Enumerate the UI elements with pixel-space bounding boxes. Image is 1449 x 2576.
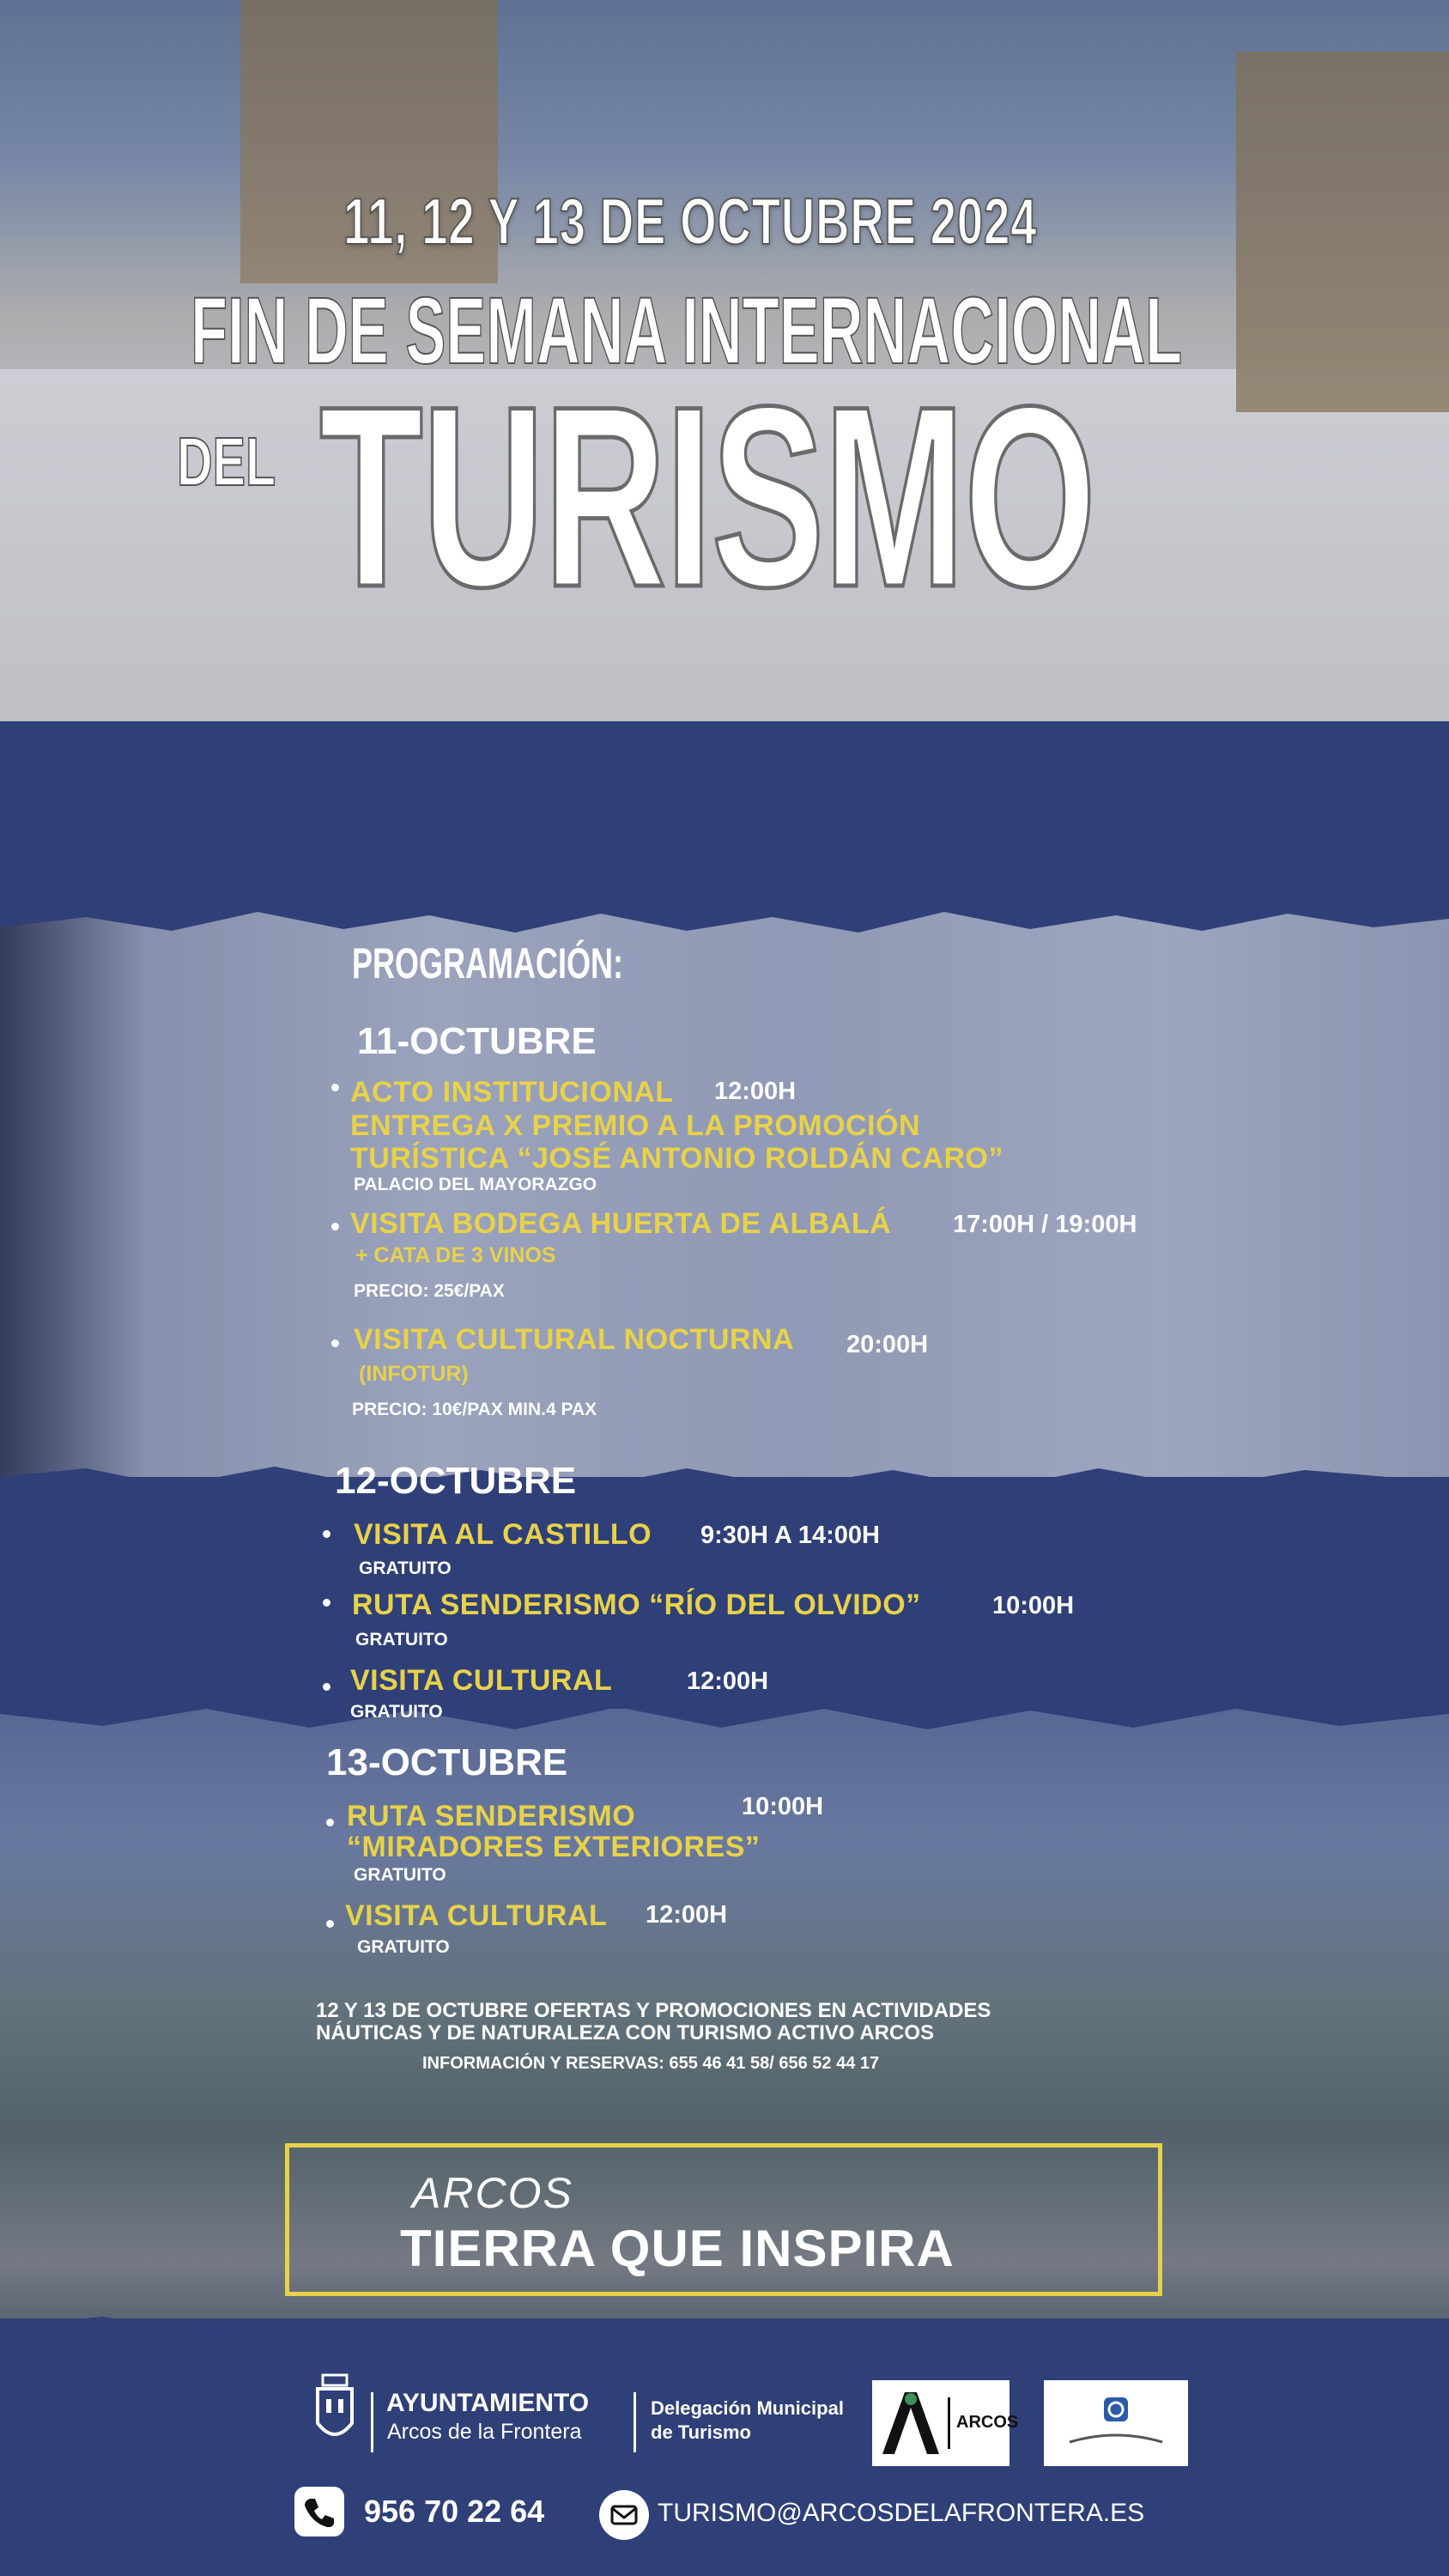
torn-edge-mid [0,1451,1449,1503]
olvido-note: GRATUITO [355,1630,448,1649]
slogan-tierra: TIERRA QUE INSPIRA [400,2220,955,2277]
bullet [323,1530,330,1538]
bullet [323,1599,330,1607]
ayuntamiento-sub: Arcos de la Frontera [387,2420,582,2444]
arcos-logo-text: ARCOS [956,2413,1019,2432]
separator [371,2392,373,2452]
ruta-olvido: RUTA SENDERISMO “RÍO DEL OLVIDO” [352,1589,921,1621]
title-turismo: TURISMO [319,352,1095,641]
arcos-logo [872,2380,1019,2466]
day2-label: 12-OCTUBRE [335,1460,577,1502]
bullet [331,1084,339,1091]
bullet [326,1920,334,1928]
offers-line-2: NÁUTICAS Y DE NATURALEZA CON TURISMO ACTIVO ARCOS [316,2021,935,2044]
nocturna-time: 20:00H [846,1331,929,1358]
day1-label: 11-OCTUBRE [357,1020,597,1062]
ruta-miradores-1: RUTA SENDERISMO [347,1800,636,1832]
email-link[interactable]: TURISMO@ARCOSDELAFRONTERA.ES [658,2499,1145,2527]
premio-place: PALACIO DEL MAYORAZGO [354,1175,597,1194]
footer-band [0,2318,1449,2576]
ruta-miradores-note: GRATUITO [354,1865,446,1885]
ruta-miradores-2: “MIRADORES EXTERIORES” [347,1831,761,1863]
cultural-12-note: GRATUITO [350,1702,443,1722]
bodega-price: PRECIO: 25€/PAX [354,1281,505,1301]
torn-edge-alley [0,893,1449,945]
visita-nocturna: VISITA CULTURAL NOCTURNA [354,1323,795,1356]
separator [634,2392,636,2452]
offers-line-1: 12 Y 13 DE OCTUBRE OFERTAS Y PROMOCIONES EN ACTIVIDADES [316,1999,991,2022]
nocturna-price: PRECIO: 10€/PAX MIN.4 PAX [352,1400,597,1419]
cultural-13-time: 12:00H [646,1901,728,1929]
bullet [326,1819,334,1826]
bullet [323,1683,330,1691]
premio-line-1: ENTREGA X PREMIO A LA PROMOCIÓN [350,1109,921,1142]
crest-icon [311,2372,359,2449]
reservas-info: INFORMACIÓN Y RESERVAS: 655 46 41 58/ 656 52 44 17 [422,2054,880,2073]
day3-label: 13-OCTUBRE [326,1741,568,1783]
acto-time: 12:00H [714,1078,797,1105]
mail-icon [599,2490,649,2540]
title-line-1: FIN DE SEMANA INTERNACIONAL [191,278,1183,384]
cultural-12-time: 12:00H [687,1668,769,1695]
title-del: DEL [177,423,276,500]
phone-number[interactable]: 956 70 22 64 [364,2494,545,2529]
visita-cultural-13: VISITA CULTURAL [345,1899,608,1932]
visita-castillo: VISITA AL CASTILLO [354,1518,652,1551]
olvido-time: 10:00H [992,1592,1075,1619]
castillo-time: 9:30H A 14:00H [700,1522,881,1549]
visita-bodega: VISITA BODEGA HUERTA DE ALBALÁ [350,1207,892,1240]
nocturna-extra: (INFOTUR) [359,1362,469,1386]
bullet [331,1223,339,1230]
castillo-note: GRATUITO [359,1558,452,1578]
visita-cultural-12: VISITA CULTURAL [350,1664,613,1697]
torn-edge-footer [0,2301,1449,2353]
phone-icon [294,2487,344,2537]
ayuntamiento-name: AYUNTAMIENTO [386,2389,590,2417]
bodega-time: 17:00H / 19:00H [953,1211,1137,1238]
bodega-extra: + CATA DE 3 VINOS [355,1243,556,1267]
quality-q-icon [1044,2380,1188,2466]
program-title: PROGRAMACIÓN: [352,939,623,987]
event-date: 11, 12 Y 13 DE OCTUBRE 2024 [343,185,1038,258]
cultural-13-note: GRATUITO [357,1937,450,1957]
quality-logo [1044,2380,1188,2466]
premio-line-2: TURÍSTICA “JOSÉ ANTONIO ROLDÁN CARO” [350,1142,1003,1175]
bullet [331,1340,339,1347]
slogan-arcos: ARCOS [412,2169,573,2217]
delegacion-line-1: Delegación Municipal [651,2397,844,2419]
delegacion-line-2: de Turismo [651,2421,751,2443]
acto-institucional: ACTO INSTITUCIONAL [350,1076,674,1109]
ruta-miradores-time: 10:00H [742,1793,824,1820]
